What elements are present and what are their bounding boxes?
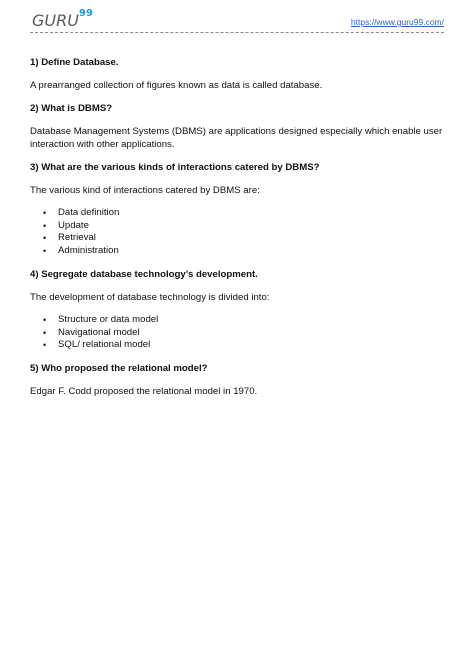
bullet-text: Administration [58,245,119,257]
qa-item [30,161,444,258]
bullet-item [30,220,444,233]
bullet-item [30,327,444,340]
question-heading: 5) Who proposed the relational model? [30,362,208,374]
bullet-icon: • [43,233,47,244]
svg-text:99: 99 [79,8,93,19]
bullet-icon: • [43,246,47,257]
bullet-item [30,207,444,220]
qa-item [30,102,444,151]
bullet-item [30,314,444,327]
bullet-text: Retrieval [58,232,96,244]
answer-text: Database Management Systems (DBMS) are applications designed especially which enable user interaction with other applications. [30,126,443,150]
answer-text: A prearranged collection of figures known as data is called database. [30,80,323,91]
document-body [30,56,444,408]
guru99-url-link[interactable]: https://www.guru99.com/ [350,17,444,27]
bullet-icon: • [43,208,47,218]
guru99-logo [32,4,102,30]
qa-item [30,56,444,92]
bullet-text: Structure or data model [58,313,159,325]
bullet-text: Navigational model [58,326,140,338]
bullet-icon: • [43,220,47,231]
bullet-text: Update [58,219,89,231]
bullet-icon: • [43,340,47,351]
bullet-text: SQL/ relational model [58,339,151,351]
bullet-item [30,232,444,245]
bullet-icon: • [43,327,47,338]
qa-item [30,268,444,352]
qa-item [30,362,444,398]
bullet-item [30,339,444,352]
answer-text: Edgar F. Codd proposed the relational model in 1970. [30,385,258,397]
question-heading: 1) Define Database. [30,57,119,68]
answer-text: The various kind of interactions catered by DBMS are: [30,185,260,196]
bullet-icon: • [43,314,47,325]
page-header [30,4,444,32]
bullet-list [30,207,444,258]
question-heading: 3) What are the various kinds of interactions catered by DBMS? [30,162,320,173]
question-heading: 4) Segregate database technology’s development. [30,268,258,280]
answer-text: The development of database technology is divided into: [30,291,270,303]
bullet-item [30,245,444,258]
header-divider [30,32,444,33]
question-heading: 2) What is DBMS? [30,103,113,114]
bullet-list [30,314,444,352]
svg-text:GURU: GURU [32,11,79,30]
bullet-text: Data definition [58,207,120,218]
